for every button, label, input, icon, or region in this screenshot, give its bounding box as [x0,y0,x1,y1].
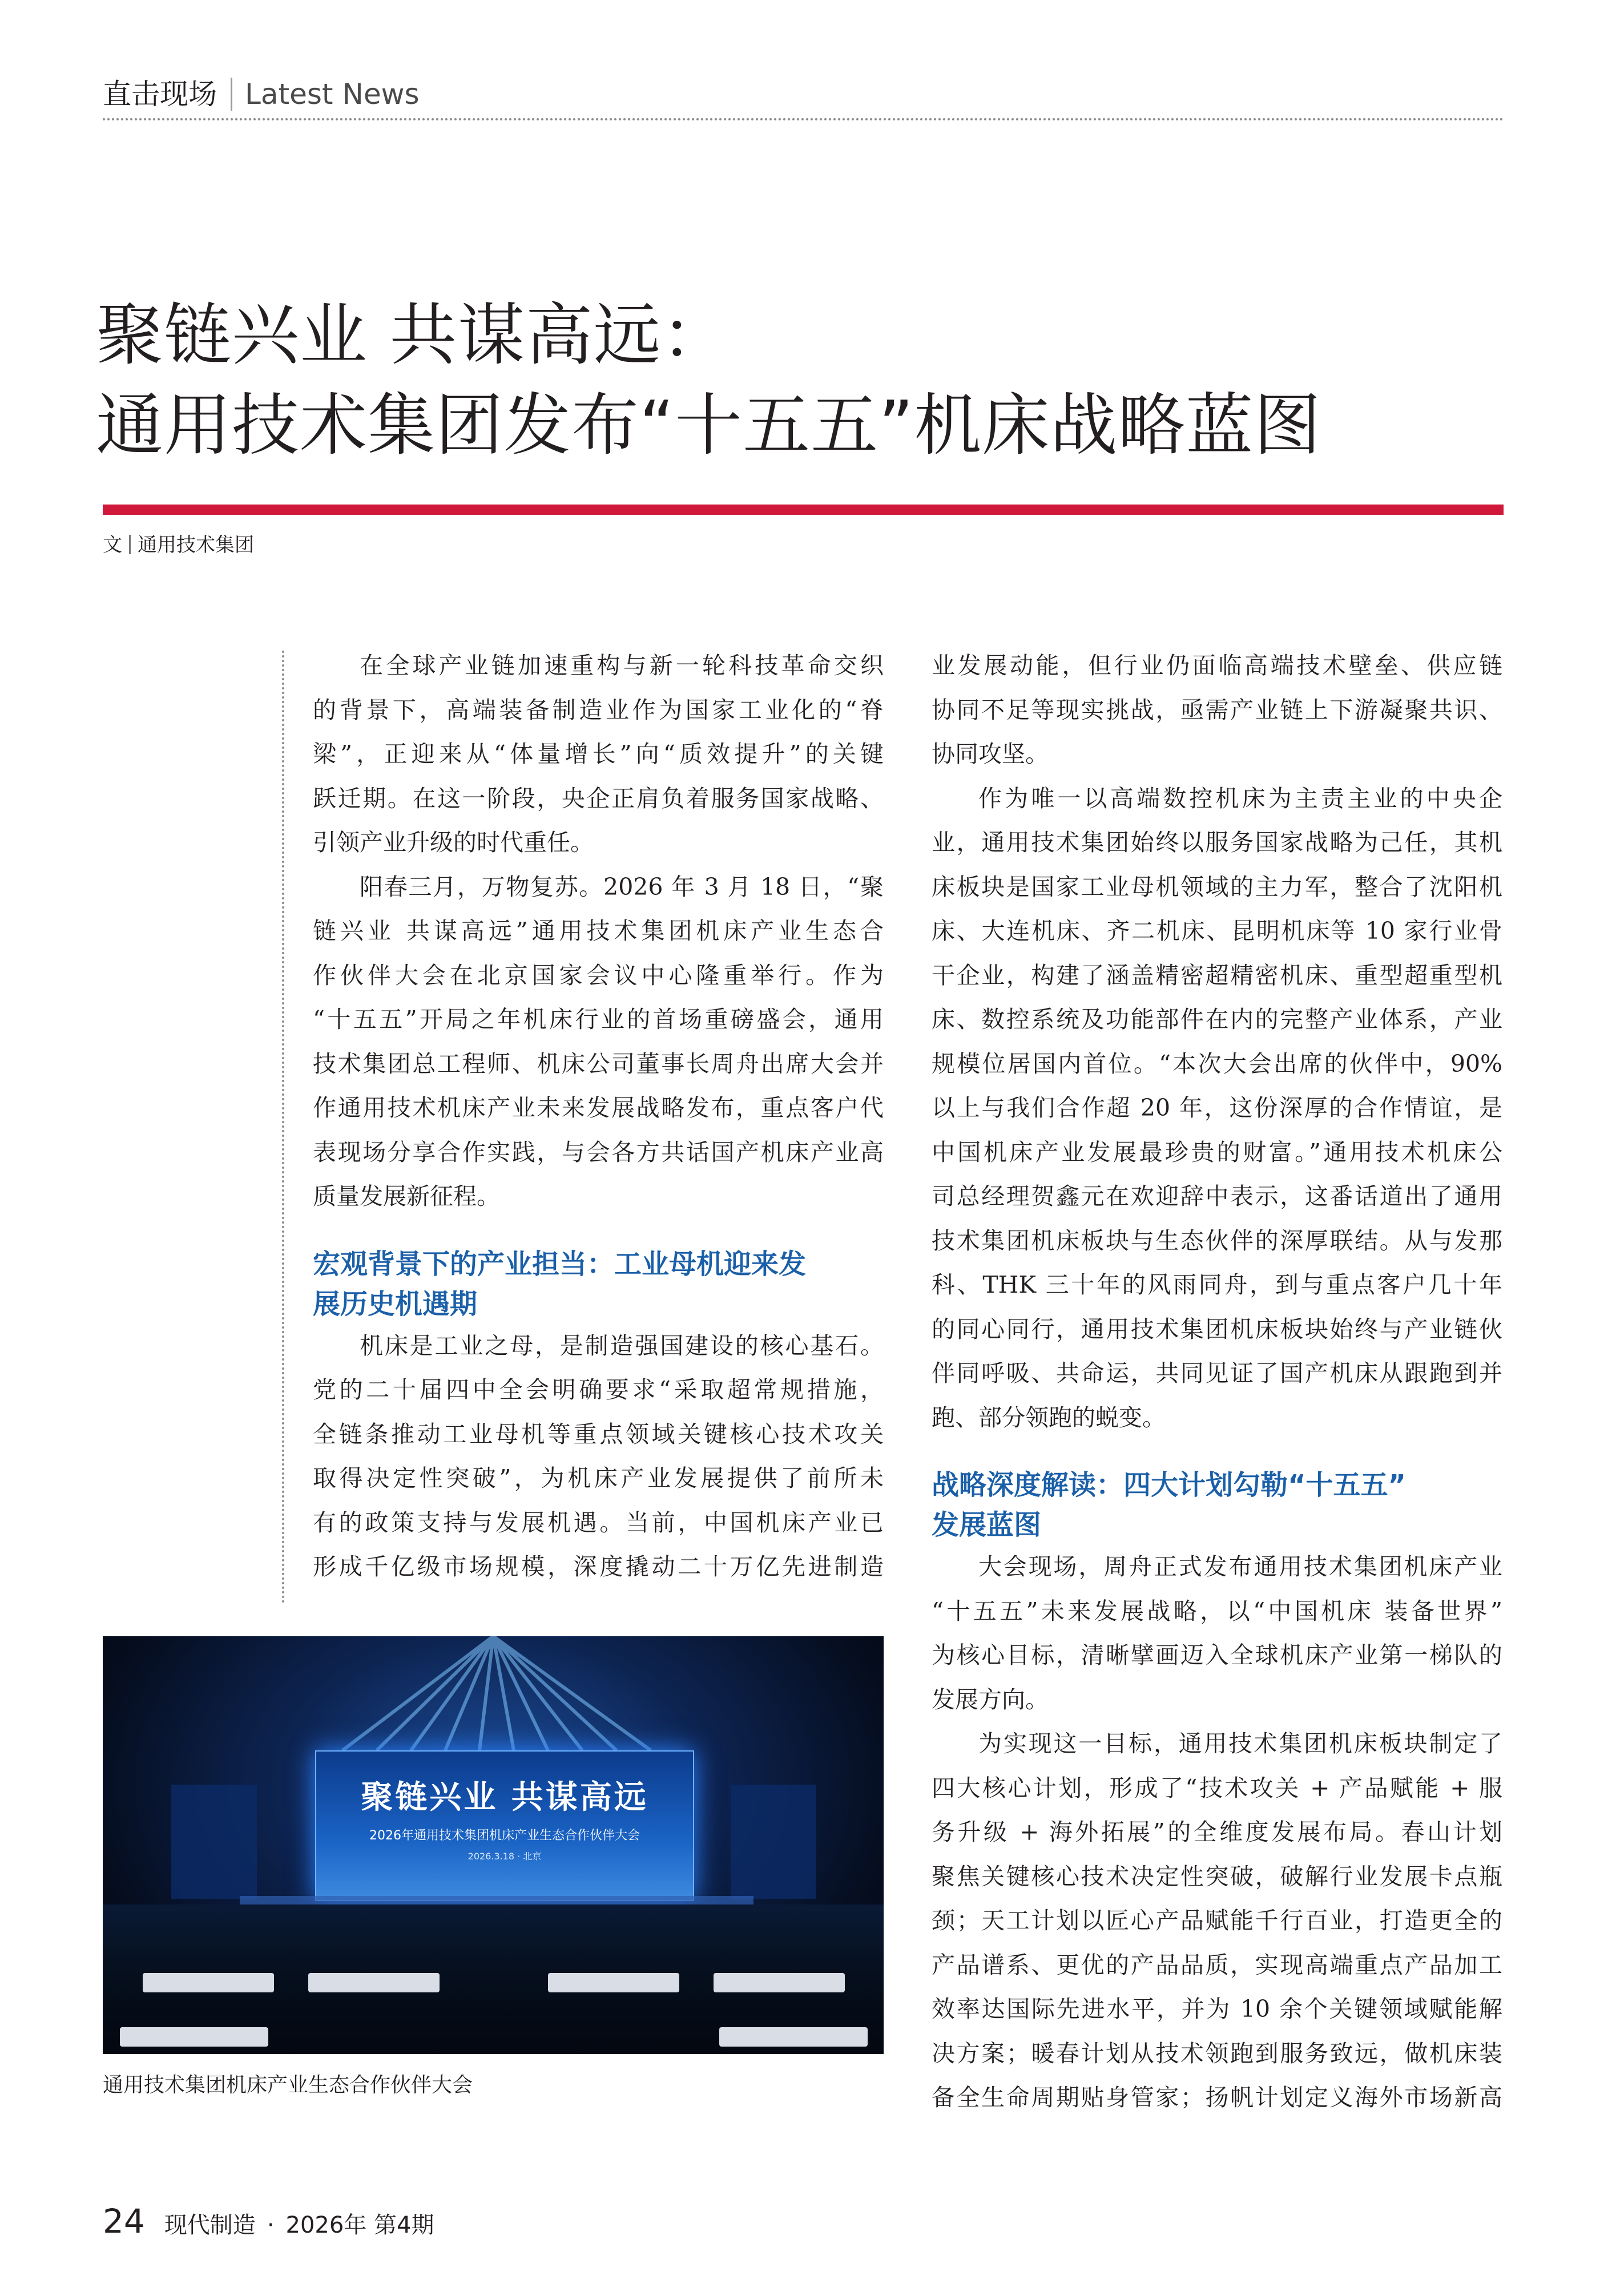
text-line: 的同心同行，通用技术集团机床板块始终与产业链伙 [932,1315,1502,1343]
text-line: 跃迁期。在这一阶段，央企正肩负着服务国家战略、 [313,784,884,812]
text-line: 技术集团机床板块与生态伙伴的深厚联结。从与发那 [932,1226,1502,1254]
text-line: 阳春三月，万物复苏。2026 年 3 月 18 日，“聚 [360,873,884,901]
text-line: 大会现场，周舟正式发布通用技术集团机床产业 [978,1553,1502,1580]
text-line: 机床是工业之母，是制造强国建设的核心基石。 [360,1331,884,1359]
audience-table [143,1973,274,1992]
text-line: 业，通用技术集团始终以服务国家战略为己任，其机 [932,829,1502,856]
text-line: 协同不足等现实挑战，亟需产业链上下游凝聚共识、 [932,696,1502,724]
left-column [313,644,884,1589]
text-line: 床、大连机床、齐二机床、昆明机床等 10 家行业骨 [932,917,1502,945]
audience-table [719,2027,868,2047]
heading-line: 发展蓝图 [932,1509,1042,1541]
text-line: 决方案；暖春计划从技术领跑到服务致远，做机床装 [932,2039,1502,2067]
audience [103,1904,884,2054]
page-number: 24 [103,2202,145,2241]
audience-table [120,2027,268,2047]
text-line: 产品谱系、更优的产品品质，实现高端重点产品加工 [932,1951,1502,1979]
text-line: 规模位居国内首位。“本次大会出席的伙伴中，90% [932,1050,1502,1078]
audience-table [548,1973,679,1992]
section-header [103,68,1501,120]
text-line: 引领产业升级的时代重任。 [313,829,594,856]
text-line: 备全生命周期贴身管家；扬帆计划定义海外市场新高 [932,2084,1502,2111]
screen-date: 2026.3.18 · 北京 [468,1851,542,1862]
text-line: 干企业，构建了涵盖精密超精密机床、重型超重型机 [932,961,1502,989]
section-heading [313,1244,884,1324]
text-line: 取得决定性突破”，为机床产业发展提供了前所未 [313,1464,884,1492]
heading-line: 战略深度解读：四大计划勾勒“十五五” [932,1469,1407,1501]
text-line: 跑、部分领跑的蜕变。 [932,1403,1166,1431]
text-line: 科、THK 三十年的风雨同舟，到与重点客户几十年 [932,1271,1502,1298]
title-line-2: 通用技术集团发布“十五五”机床战略蓝图 [96,386,1322,465]
byline-divider [129,535,131,554]
text-line: 质量发展新征程。 [313,1183,500,1210]
text-line: 作为唯一以高端数控机床为主责主业的中央企 [978,784,1502,812]
byline-author: 通用技术集团 [138,534,254,556]
title-line-1: 聚链兴业 共谋高远： [96,296,730,374]
article-title [96,290,1523,470]
paragraph [932,1545,1502,1722]
heading-line: 展历史机遇期 [313,1288,478,1320]
right-column [932,644,1502,2120]
section-title-en: Latest News [245,78,420,111]
issue-info: 2026年 第4期 [285,2212,434,2238]
byline-label: 文 [103,534,122,556]
paragraph [313,1324,884,1589]
text-line: 作通用技术机床产业未来发展战略发布，重点客户代 [313,1094,884,1121]
text-line: 以上与我们合作超 20 年，这份深厚的合作情谊，是 [932,1094,1502,1121]
title-red-bar [103,505,1504,515]
section-heading [932,1465,1502,1545]
paragraph [932,1722,1502,2120]
text-line: 为实现这一目标，通用技术集团机床板块制定了 [978,1730,1502,1757]
paragraph [932,777,1502,1440]
text-line: 四大核心计划，形成了“技术攻关 + 产品赋能 + 服 [932,1774,1502,1802]
stage-screen [315,1750,694,1901]
text-line: 为核心目标，清晰擘画迈入全球机床产业第一梯队的 [932,1641,1502,1669]
text-line: 颈；天工计划以匠心产品赋能千行百业，打造更全的 [932,1907,1502,1934]
paragraph [313,644,884,865]
text-line: 效率达国际先进水平，并为 10 余个关键领域赋能解 [932,1995,1502,2023]
text-line: 业发展动能，但行业仍面临高端技术壁垒、供应链 [932,652,1502,679]
text-line: 协同攻坚。 [932,740,1049,768]
text-line: 司总经理贺鑫元在欢迎辞中表示，这番话道出了通用 [932,1183,1502,1210]
text-line: 发展方向。 [932,1685,1049,1713]
magazine-name: 现代制造 [164,2212,256,2238]
column-dotted-rule [282,651,284,1604]
text-line: 全链条推动工业母机等重点领域关键核心技术攻关 [313,1420,884,1448]
byline [103,531,254,559]
text-line: 技术集团总工程师、机床公司董事长周舟出席大会并 [313,1050,884,1078]
text-line: 党的二十届四中全会明确要求“采取超常规措施， [313,1376,884,1403]
screen-subtitle: 2026年通用技术集团机床产业生态合作伙伴大会 [369,1829,640,1843]
page-footer [103,2202,434,2241]
header-dotted-rule [103,118,1504,120]
text-line: 在全球产业链加速重构与新一轮科技革命交织 [360,652,884,679]
audience-table [308,1973,440,1992]
text-line: 聚焦关键核心技术决定性突破，破解行业发展卡点瓶 [932,1862,1502,1890]
paragraph [932,644,1502,777]
footer-separator: · [267,2212,275,2238]
text-line: 梁”，正迎来从“体量增长”向“质效提升”的关键 [313,740,884,768]
screen-title: 聚链兴业 共谋高远 [361,1778,648,1816]
text-line: “十五五”开局之年机床行业的首场重磅盛会，通用 [313,1006,884,1033]
text-line: “十五五”未来发展战略，以“中国机床 装备世界” [932,1597,1502,1625]
text-line: 的背景下，高端装备制造业作为国家工业化的“脊 [313,696,884,724]
text-line: 链兴业 共谋高远”通用技术集团机床产业生态合 [313,917,884,945]
text-line: 伴同呼吸、共命运，共同见证了国产机床从跟跑到并 [932,1359,1502,1387]
text-line: 床、数控系统及功能部件在内的完整产业体系，产业 [932,1006,1502,1033]
audience-table [714,1973,845,1992]
paragraph [313,865,884,1219]
header-divider [231,78,232,111]
photo-caption: 通用技术集团机床产业生态合作伙伴大会 [103,2073,473,2097]
section-title-cn: 直击现场 [103,78,217,111]
text-line: 作伙伴大会在北京国家会议中心隆重举行。作为 [313,961,884,989]
text-line: 有的政策支持与发展机遇。当前，中国机床产业已 [313,1508,884,1536]
text-line: 形成千亿级市场规模，深度撬动二十万亿先进制造 [313,1553,884,1580]
text-line: 中国机床产业发展最珍贵的财富。”通用技术机床公 [932,1138,1502,1166]
text-line: 表现场分享合作实践，与会各方共话国产机床产业高 [313,1138,884,1166]
conference-photo [103,1636,884,2054]
text-line: 务升级 + 海外拓展”的全维度发展布局。春山计划 [932,1818,1502,1846]
heading-line: 宏观背景下的产业担当：工业母机迎来发 [313,1248,807,1280]
text-line: 床板块是国家工业母机领域的主力军，整合了沈阳机 [932,873,1502,901]
